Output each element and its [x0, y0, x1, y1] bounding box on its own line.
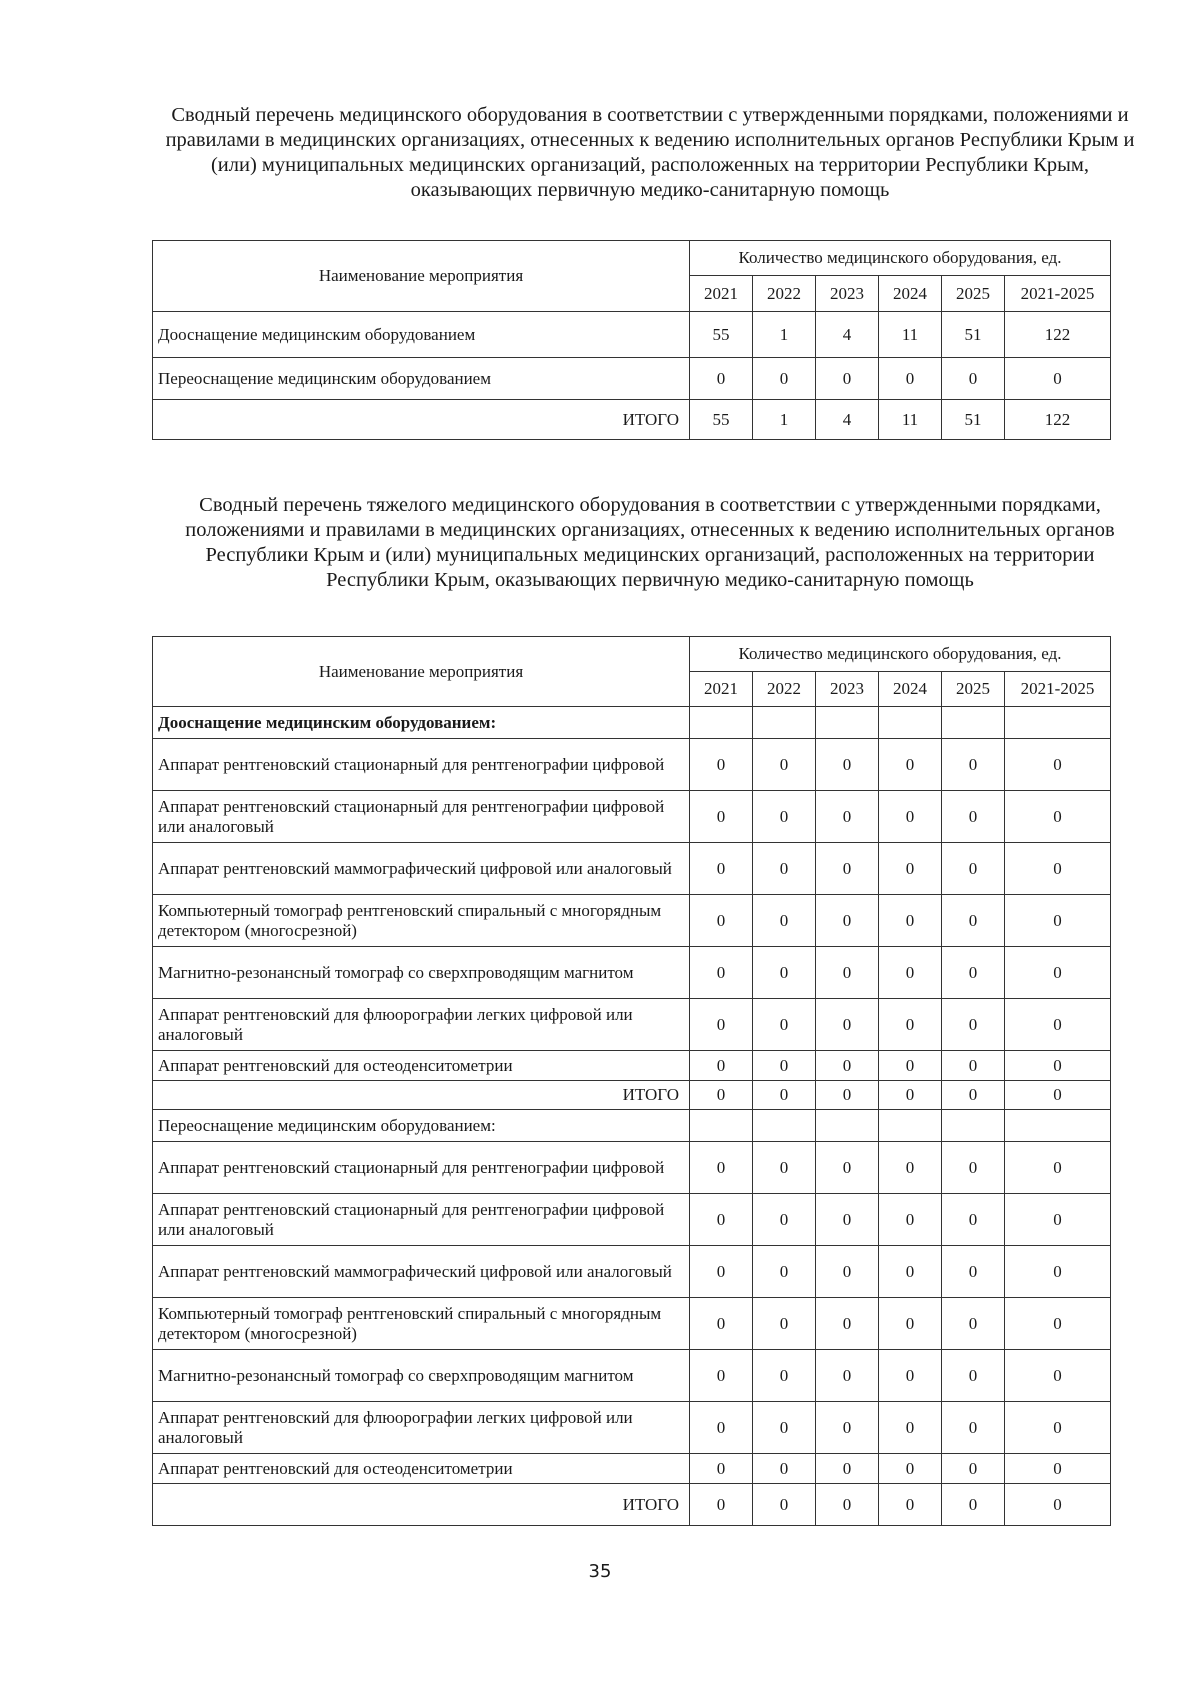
row-name: Аппарат рентгеновский стационарный для рентгенографии цифровой или аналоговый: [153, 1194, 690, 1246]
cell-value: 0: [879, 895, 942, 947]
total-value: 0: [690, 1081, 753, 1110]
row-name: Компьютерный томограф рентгеновский спиральный с многорядным детектором (многосрезной): [153, 1298, 690, 1350]
total-row: [153, 1484, 1111, 1526]
column-header-name: Наименование мероприятия: [153, 637, 690, 707]
cell-value: 0: [816, 1298, 879, 1350]
cell-value: 0: [816, 1402, 879, 1454]
total-value: 0: [942, 1081, 1005, 1110]
column-header-group: Количество медицинского оборудования, ед.: [690, 241, 1111, 276]
cell-value: 0: [690, 1051, 753, 1081]
row-name: Компьютерный томограф рентгеновский спиральный с многорядным детектором (многосрезной): [153, 895, 690, 947]
cell-value: 0: [1005, 1194, 1111, 1246]
cell-value: 0: [753, 1350, 816, 1402]
cell-value: 0: [816, 1142, 879, 1194]
year-header: 2025: [942, 672, 1005, 707]
cell-value: 0: [690, 843, 753, 895]
total-label: ИТОГО: [153, 1484, 690, 1526]
cell-value: 0: [879, 843, 942, 895]
cell-value: 0: [879, 739, 942, 791]
year-header: 2024: [879, 276, 942, 312]
empty-cell: [753, 707, 816, 739]
cell-value: 0: [879, 1402, 942, 1454]
cell-value: 0: [753, 1051, 816, 1081]
row-name: Аппарат рентгеновский маммографический цифровой или аналоговый: [153, 843, 690, 895]
total-value: 0: [1005, 1484, 1111, 1526]
year-header: 2021-2025: [1005, 276, 1111, 312]
cell-value: 0: [942, 1051, 1005, 1081]
year-header: 2023: [816, 672, 879, 707]
cell-value: 0: [690, 1402, 753, 1454]
cell-value: 0: [753, 791, 816, 843]
cell-value: 0: [690, 895, 753, 947]
cell-value: 0: [1005, 739, 1111, 791]
cell-value: 0: [690, 947, 753, 999]
row-name: Магнитно-резонансный томограф со сверхпроводящим магнитом: [153, 947, 690, 999]
total-value: 55: [690, 400, 753, 440]
table-row: [153, 999, 1111, 1051]
year-header: 2023: [816, 276, 879, 312]
table-row: [153, 358, 1111, 400]
total-value: 0: [816, 1081, 879, 1110]
total-value: 0: [879, 1484, 942, 1526]
cell-value: 0: [753, 1402, 816, 1454]
cell-value: 0: [942, 1142, 1005, 1194]
row-name: Аппарат рентгеновский для остеоденситометрии: [153, 1051, 690, 1081]
row-name: Аппарат рентгеновский для остеоденситометрии: [153, 1454, 690, 1484]
section-row: [153, 707, 1111, 739]
cell-value: 0: [879, 1142, 942, 1194]
empty-cell: [879, 1110, 942, 1142]
total-label: ИТОГО: [153, 400, 690, 440]
empty-cell: [879, 707, 942, 739]
cell-value: 55: [690, 312, 753, 358]
column-header-group: Количество медицинского оборудования, ед.: [690, 637, 1111, 672]
cell-value: 0: [1005, 791, 1111, 843]
empty-cell: [753, 1110, 816, 1142]
cell-value: 0: [690, 1246, 753, 1298]
total-value: 0: [753, 1081, 816, 1110]
table-row: [153, 1350, 1111, 1402]
cell-value: 0: [942, 1454, 1005, 1484]
cell-value: 0: [690, 1350, 753, 1402]
empty-cell: [1005, 1110, 1111, 1142]
row-name: Аппарат рентгеновский стационарный для рентгенографии цифровой: [153, 1142, 690, 1194]
cell-value: 0: [879, 791, 942, 843]
cell-value: 0: [816, 1194, 879, 1246]
row-name: Дооснащение медицинским оборудованием: [153, 312, 690, 358]
table-row: [153, 1194, 1111, 1246]
cell-value: 0: [753, 1194, 816, 1246]
cell-value: 0: [690, 1298, 753, 1350]
cell-value: 0: [1005, 1298, 1111, 1350]
cell-value: 0: [942, 358, 1005, 400]
cell-value: 122: [1005, 312, 1111, 358]
table-row: [153, 1298, 1111, 1350]
year-header: 2025: [942, 276, 1005, 312]
total-row: [153, 400, 1111, 440]
row-name: Переоснащение медицинским оборудованием: [153, 358, 690, 400]
cell-value: 0: [816, 895, 879, 947]
cell-value: 0: [753, 1142, 816, 1194]
cell-value: 0: [816, 1246, 879, 1298]
cell-value: 0: [753, 358, 816, 400]
cell-value: 0: [879, 1350, 942, 1402]
cell-value: 0: [942, 843, 1005, 895]
cell-value: 0: [879, 1454, 942, 1484]
cell-value: 0: [1005, 947, 1111, 999]
table-row: [153, 895, 1111, 947]
total-value: 11: [879, 400, 942, 440]
cell-value: 0: [942, 1298, 1005, 1350]
table-row: [153, 312, 1111, 358]
empty-cell: [942, 1110, 1005, 1142]
cell-value: 0: [942, 1194, 1005, 1246]
empty-cell: [816, 707, 879, 739]
cell-value: 0: [879, 358, 942, 400]
cell-value: 0: [816, 1051, 879, 1081]
cell-value: 0: [690, 999, 753, 1051]
cell-value: 0: [816, 843, 879, 895]
table-row: [153, 1402, 1111, 1454]
cell-value: 0: [690, 1142, 753, 1194]
cell-value: 0: [1005, 1402, 1111, 1454]
cell-value: 0: [942, 739, 1005, 791]
cell-value: 0: [816, 739, 879, 791]
cell-value: 0: [1005, 1246, 1111, 1298]
section-title: Дооснащение медицинским оборудованием:: [153, 707, 690, 739]
table1-title: Сводный перечень медицинского оборудования в соответствии с утвержденными порядками, положениями и правилами в медицинских организациях, отнесенных к ведению исполнительных органов Республики Крым и (или) муниципальных медицинских организаций, расположенных на территории Республики Крым, оказывающих первичную медико-санитарную помощь: [165, 104, 1135, 201]
table-row: [153, 1246, 1111, 1298]
year-header: 2021: [690, 672, 753, 707]
section-row: [153, 1110, 1111, 1142]
cell-value: 0: [1005, 358, 1111, 400]
page-number: 35: [588, 1561, 612, 1582]
empty-cell: [690, 707, 753, 739]
cell-value: 0: [879, 1246, 942, 1298]
empty-cell: [1005, 707, 1111, 739]
total-value: 0: [690, 1484, 753, 1526]
cell-value: 0: [942, 1402, 1005, 1454]
total-value: 0: [1005, 1081, 1111, 1110]
table-row: [153, 1142, 1111, 1194]
cell-value: 0: [942, 791, 1005, 843]
heavy-equipment-table: [152, 636, 1111, 1526]
total-value: 0: [753, 1484, 816, 1526]
total-value: 122: [1005, 400, 1111, 440]
cell-value: 0: [1005, 1051, 1111, 1081]
cell-value: 0: [879, 1051, 942, 1081]
row-name: Аппарат рентгеновский для флюорографии легких цифровой или аналоговый: [153, 999, 690, 1051]
cell-value: 0: [690, 358, 753, 400]
year-header: 2022: [753, 276, 816, 312]
table-row: [153, 947, 1111, 999]
cell-value: 0: [1005, 1454, 1111, 1484]
cell-value: 0: [753, 1454, 816, 1484]
cell-value: 0: [753, 739, 816, 791]
empty-cell: [942, 707, 1005, 739]
table-row: [153, 791, 1111, 843]
cell-value: 0: [816, 1454, 879, 1484]
total-row: [153, 1081, 1111, 1110]
table2-title: Сводный перечень тяжелого медицинского оборудования в соответствии с утвержденными порядками, положениями и правилами в медицинских организациях, отнесенных к ведению исполнительных органов Республики Крым и (или) муниципальных медицинских организаций, расположенных на территории Республики Крым, оказывающих первичную медико-санитарную помощь: [185, 494, 1115, 591]
cell-value: 0: [753, 1298, 816, 1350]
row-name: Аппарат рентгеновский стационарный для рентгенографии цифровой или аналоговый: [153, 791, 690, 843]
cell-value: 0: [690, 739, 753, 791]
table-row: [153, 1454, 1111, 1484]
cell-value: 0: [816, 358, 879, 400]
cell-value: 0: [1005, 999, 1111, 1051]
cell-value: 0: [816, 947, 879, 999]
column-header-name: Наименование мероприятия: [153, 241, 690, 312]
cell-value: 0: [1005, 895, 1111, 947]
total-value: 0: [816, 1484, 879, 1526]
cell-value: 0: [879, 999, 942, 1051]
cell-value: 0: [942, 947, 1005, 999]
cell-value: 0: [816, 1350, 879, 1402]
cell-value: 0: [1005, 843, 1111, 895]
cell-value: 0: [942, 1246, 1005, 1298]
section-title: Переоснащение медицинским оборудованием:: [153, 1110, 690, 1142]
cell-value: 0: [753, 843, 816, 895]
cell-value: 0: [942, 1350, 1005, 1402]
cell-value: 0: [690, 1194, 753, 1246]
cell-value: 0: [942, 999, 1005, 1051]
row-name: Аппарат рентгеновский для флюорографии легких цифровой или аналоговый: [153, 1402, 690, 1454]
cell-value: 0: [816, 791, 879, 843]
empty-cell: [690, 1110, 753, 1142]
cell-value: 0: [879, 1194, 942, 1246]
year-header: 2024: [879, 672, 942, 707]
cell-value: 0: [879, 947, 942, 999]
cell-value: 0: [816, 999, 879, 1051]
cell-value: 0: [753, 1246, 816, 1298]
total-value: 51: [942, 400, 1005, 440]
cell-value: 11: [879, 312, 942, 358]
year-header: 2021: [690, 276, 753, 312]
cell-value: 0: [942, 895, 1005, 947]
cell-value: 4: [816, 312, 879, 358]
empty-cell: [816, 1110, 879, 1142]
row-name: Аппарат рентгеновский стационарный для рентгенографии цифровой: [153, 739, 690, 791]
equipment-summary-table: [152, 240, 1111, 440]
cell-value: 51: [942, 312, 1005, 358]
table-row: [153, 739, 1111, 791]
row-name: Аппарат рентгеновский маммографический цифровой или аналоговый: [153, 1246, 690, 1298]
cell-value: 0: [753, 895, 816, 947]
cell-value: 0: [1005, 1350, 1111, 1402]
table-row: [153, 1051, 1111, 1081]
total-label: ИТОГО: [153, 1081, 690, 1110]
cell-value: 1: [753, 312, 816, 358]
cell-value: 0: [753, 947, 816, 999]
row-name: Магнитно-резонансный томограф со сверхпроводящим магнитом: [153, 1350, 690, 1402]
cell-value: 0: [690, 791, 753, 843]
cell-value: 0: [1005, 1142, 1111, 1194]
cell-value: 0: [690, 1454, 753, 1484]
total-value: 4: [816, 400, 879, 440]
cell-value: 0: [879, 1298, 942, 1350]
total-value: 0: [942, 1484, 1005, 1526]
total-value: 0: [879, 1081, 942, 1110]
year-header: 2021-2025: [1005, 672, 1111, 707]
total-value: 1: [753, 400, 816, 440]
year-header: 2022: [753, 672, 816, 707]
cell-value: 0: [753, 999, 816, 1051]
table-row: [153, 843, 1111, 895]
